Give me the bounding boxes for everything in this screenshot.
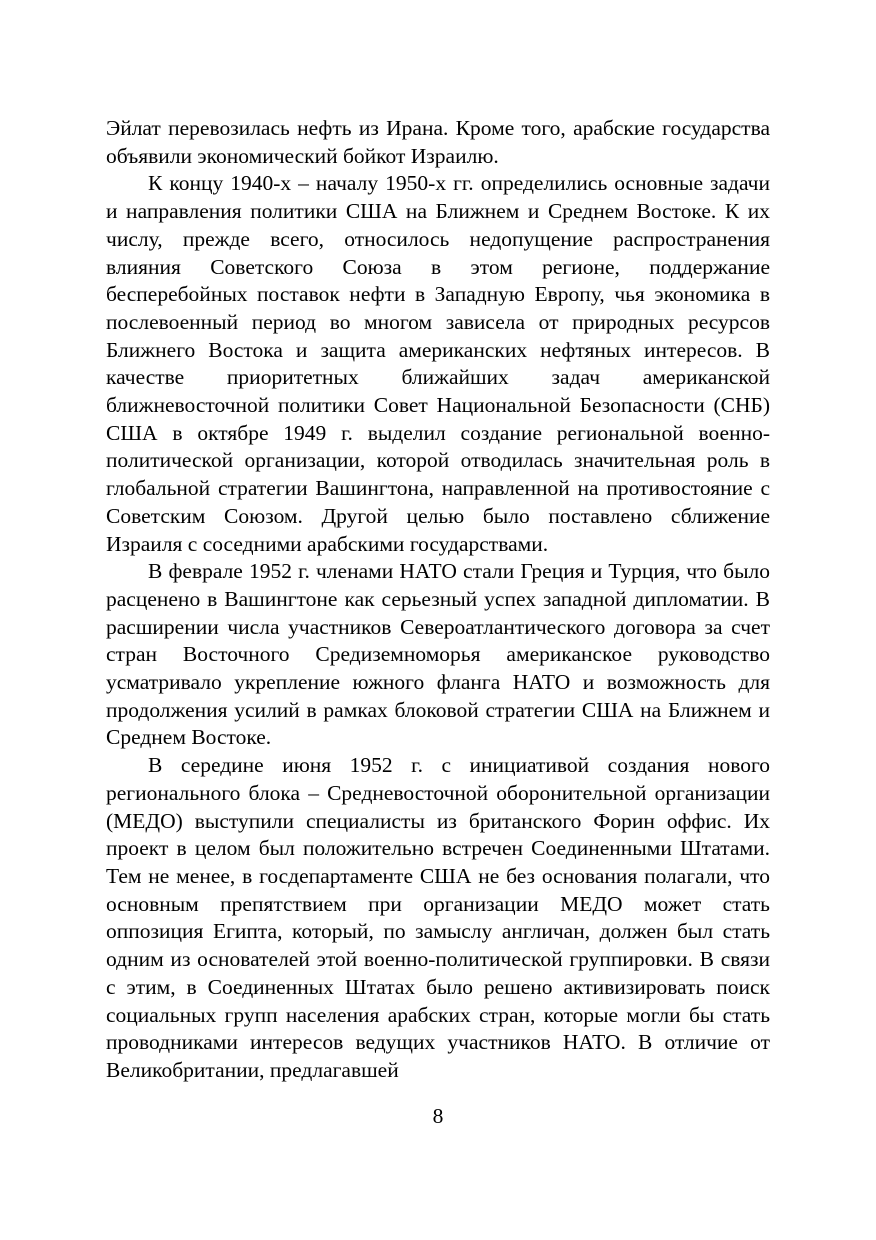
- body-text: [106, 115, 770, 1085]
- paragraph-us-policy-goals: К концу 1940-х – началу 1950-х гг. определились основные задачи и направления политики США на Ближнем и Среднем Востоке. К их числу, прежде всего, относилось недопущение распространения влияния Советского Союза в этом регионе, поддержание бесперебойных поставок нефти в Западную Европу, чья экономика в послевоенный период во многом зависела от природных ресурсов Ближнего Востока и защита американских нефтяных интересов. В качестве приоритетных ближайших задач американской ближневосточной политики Совет Национальной Безопасности (СНБ) США в октябре 1949 г. выделил создание региональной военно-политической организации, которой отводилась значительная роль в глобальной стратегии Вашингтона, направленной на противостояние с Советским Союзом. Другой целью было поставлено сближение Израиля с соседними арабскими государствами.: [106, 171, 770, 556]
- paragraph-nato-expansion: В феврале 1952 г. членами НАТО стали Греция и Турция, что было расценено в Вашингтоне как серьезный успех западной дипломатии. В расширении числа участников Североатлантического договора за счет стран Восточного Средиземноморья американское руководство усматривало укрепление южного фланга НАТО и возможность для продолжения усилий в рамках блоковой стратегии США на Ближнем и Среднем Востоке.: [106, 559, 770, 750]
- paragraph-continuation: Эйлат перевозилась нефть из Ирана. Кроме того, арабские государства объявили экономический бойкот Израилю.: [106, 116, 770, 168]
- paragraph-medo-initiative: В середине июня 1952 г. с инициативой создания нового регионального блока – Средневосточной оборонительной организации (МЕДО) выступили специалисты из британского Форин оффис. Их проект в целом был положительно встречен Соединенными Штатами. Тем не менее, в госдепартаменте США не без основания полагали, что основным препятствием при организации МЕДО может стать оппозиция Египта, который, по замыслу англичан, должен был стать одним из основателей этой военно-политической группировки. В связи с этим, в Соединенных Штатах было решено активизировать поиск социальных групп населения арабских стран, которые могли бы стать проводниками интересов ведущих участников НАТО. В отличие от Великобритании, предлагавшей: [106, 753, 770, 1082]
- page-number: 8: [432, 1104, 444, 1128]
